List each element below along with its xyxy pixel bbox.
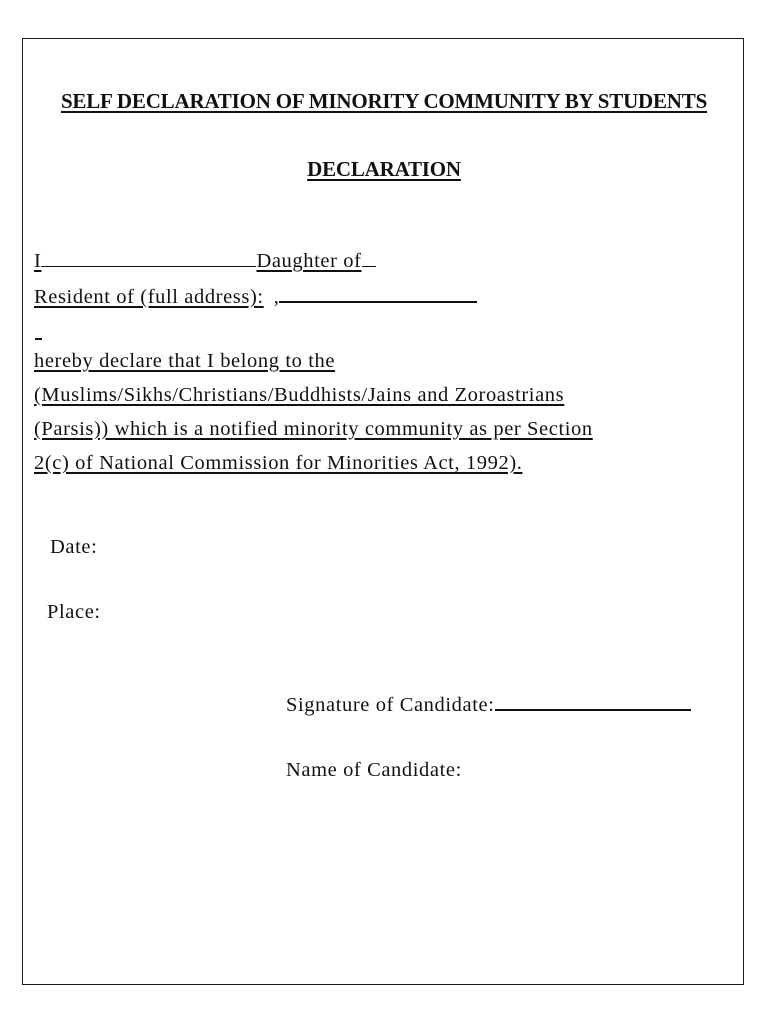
signature-blank (495, 691, 691, 711)
document-subtitle: DECLARATION (307, 157, 461, 181)
address-blank (279, 283, 477, 303)
parent-name-blank (362, 248, 376, 267)
name-prefix: I (34, 250, 42, 272)
resident-label: Resident of (full address): (34, 286, 264, 308)
date-label: Date: (50, 536, 98, 558)
place-label: Place: (47, 601, 101, 623)
address-continuation-mark (35, 338, 42, 340)
signature-line (286, 691, 691, 717)
address-comma: , (273, 286, 280, 308)
signature-label: Signature of Candidate: (286, 694, 495, 716)
name-blank (41, 248, 256, 267)
address-line (34, 283, 477, 309)
body-line-3: (Parsis)) which is a notified minority community as per Section (34, 418, 593, 440)
daughter-of-label: Daughter of (256, 250, 362, 272)
candidate-name-label: Name of Candidate: (286, 759, 462, 781)
name-line (34, 248, 376, 273)
document-title: SELF DECLARATION OF MINORITY COMMUNITY BY STUDENTS (60, 89, 708, 113)
body-line-4: 2(c) of National Commission for Minorities Act, 1992). (34, 452, 523, 474)
address-spacer (264, 285, 274, 303)
body-line-2: (Muslims/Sikhs/Christians/Buddhists/Jains and Zoroastrians (34, 384, 565, 406)
body-line-1: hereby declare that I belong to the (34, 350, 336, 372)
